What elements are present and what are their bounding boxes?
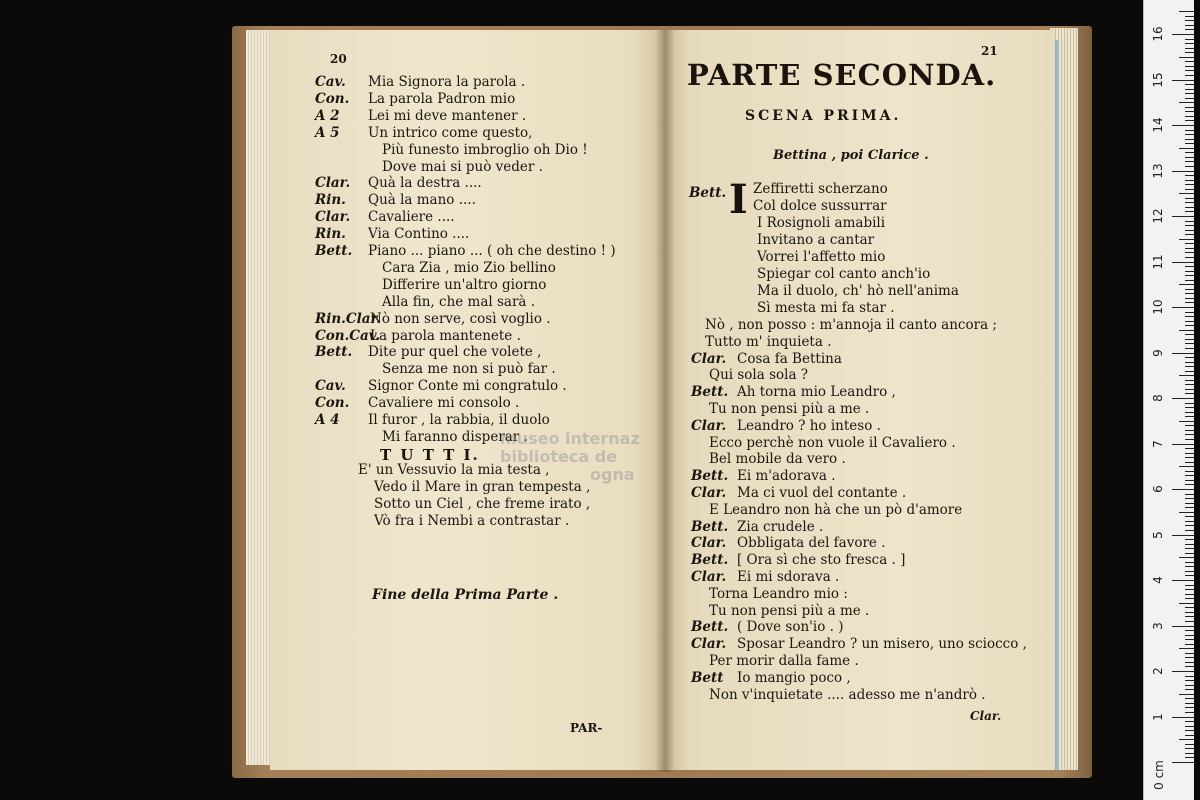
- ruler-label: 12: [1151, 208, 1165, 224]
- ruler-tick: [1185, 143, 1194, 144]
- verse-line: Quà la destra ....: [368, 175, 482, 191]
- ruler-tick: [1179, 57, 1194, 58]
- ruler-tick: [1185, 221, 1194, 222]
- speaker-label: Bett.: [691, 519, 729, 535]
- ruler-tick: [1185, 484, 1194, 485]
- ruler-tick: [1172, 717, 1194, 718]
- verse-line: Quà la mano ....: [368, 192, 476, 208]
- ruler-tick: [1185, 434, 1194, 435]
- ruler-tick: [1185, 334, 1194, 335]
- ruler-tick: [1185, 448, 1194, 449]
- ruler-tick: [1185, 475, 1194, 476]
- ruler-tick: [1185, 457, 1194, 458]
- ruler-tick: [1185, 676, 1194, 677]
- verse-line: Nò , non posso : m'annoja il canto ancora ;: [705, 317, 997, 333]
- ruler-tick: [1185, 48, 1194, 49]
- ruler-label: 10: [1151, 299, 1165, 315]
- ruler-tick: [1179, 11, 1194, 12]
- verse-line: Senza me non si può far .: [382, 361, 556, 377]
- verse-line: Sposar Leandro ? un misero, uno sciocco ,: [737, 636, 1027, 652]
- ruler-tick: [1185, 98, 1194, 99]
- verse-line: Vò fra i Nembi a contrastar .: [374, 513, 570, 529]
- speaker-label: Clar.: [315, 175, 351, 191]
- ruler-tick: [1185, 157, 1194, 158]
- ruler-label: 1: [1151, 712, 1165, 721]
- ruler-tick: [1172, 671, 1194, 672]
- ruler-tick: [1185, 230, 1194, 231]
- verse-line: Io mangio poco ,: [737, 670, 851, 686]
- ruler-tick: [1185, 111, 1194, 112]
- left-catchword: PAR-: [570, 721, 603, 735]
- verse-line: Ma il duolo, ch' hò nell'anima: [757, 283, 959, 299]
- ruler-tick: [1179, 421, 1194, 422]
- speaker-label: A 4: [315, 412, 340, 428]
- ruler-tick: [1185, 289, 1194, 290]
- watermark-line: ogna: [590, 465, 635, 484]
- verse-line: Zia crudele .: [737, 519, 824, 535]
- ruler-label: 11: [1151, 253, 1165, 270]
- left-page: [270, 30, 665, 770]
- ruler-tick: [1172, 125, 1194, 126]
- ruler-tick: [1185, 134, 1194, 135]
- ruler-tick: [1185, 275, 1194, 276]
- ruler-tick: [1185, 29, 1194, 30]
- speaker-label: Bett.: [691, 552, 729, 568]
- ruler-tick: [1185, 712, 1194, 713]
- verse-line: Per morir dalla fame .: [709, 653, 859, 669]
- ending-line: Fine della Prima Parte .: [372, 587, 559, 603]
- ruler-tick: [1179, 148, 1194, 149]
- speaker-label: Bett.: [315, 243, 353, 259]
- ruler-tick: [1185, 639, 1194, 640]
- verse-line: Ei m'adorava .: [737, 468, 836, 484]
- ruler-label: 0 cm: [1152, 760, 1166, 790]
- speaker-label: Con.: [315, 395, 350, 411]
- ruler-tick: [1185, 180, 1194, 181]
- ruler-tick: [1185, 735, 1194, 736]
- ruler-tick: [1179, 330, 1194, 331]
- ruler-tick: [1185, 707, 1194, 708]
- ruler-tick: [1185, 325, 1194, 326]
- verse-line: Mia Signora la parola .: [368, 74, 526, 90]
- ruler-tick: [1179, 239, 1194, 240]
- ruler-tick: [1185, 403, 1194, 404]
- verse-line: Cara Zia , mio Zio bellino: [382, 260, 556, 276]
- verse-line: Mi faranno disperar .: [382, 429, 528, 445]
- verse-line: Via Contino ....: [368, 226, 470, 242]
- speaker-label: Rin.Clar.: [315, 311, 382, 327]
- speaker-label: A 2: [315, 108, 340, 124]
- speaker-label: Bett: [691, 670, 724, 686]
- speaker-label: Bett.: [315, 344, 353, 360]
- drop-cap: I: [729, 176, 748, 223]
- ruler-tick: [1185, 139, 1194, 140]
- speaker-label: Con.: [315, 91, 350, 107]
- ruler-tick: [1185, 598, 1194, 599]
- verse-line: Torna Leandro mio :: [709, 586, 848, 602]
- ruler-tick: [1185, 343, 1194, 344]
- ruler-tick: [1185, 689, 1194, 690]
- ruler-tick: [1185, 189, 1194, 190]
- verse-line: Un intrico come questo,: [368, 125, 533, 141]
- ruler-tick: [1185, 302, 1194, 303]
- ruler-tick: [1185, 685, 1194, 686]
- scene-characters: Bettina , poi Clarice .: [773, 148, 929, 163]
- ruler-tick: [1185, 211, 1194, 212]
- ruler-tick: [1185, 389, 1194, 390]
- ruler-tick: [1185, 84, 1194, 85]
- ruler-tick: [1185, 25, 1194, 26]
- ruler-tick: [1185, 721, 1194, 722]
- ruler-tick: [1179, 193, 1194, 194]
- verse-line: Ma ci vuol del contante .: [737, 485, 907, 501]
- ruler-tick: [1172, 444, 1194, 445]
- ruler-tick: [1185, 198, 1194, 199]
- ruler-tick: [1185, 430, 1194, 431]
- verse-line: E' un Vessuvio la mia testa ,: [358, 462, 550, 478]
- ruler-tick: [1185, 498, 1194, 499]
- ruler-label: 2: [1151, 667, 1165, 675]
- ruler-tick: [1179, 739, 1194, 740]
- ruler-tick: [1179, 648, 1194, 649]
- verse-line: Dite pur quel che volete ,: [368, 344, 542, 360]
- ruler-tick: [1185, 530, 1194, 531]
- verse-line: Ei mi sdorava .: [737, 569, 840, 585]
- ruler-tick: [1185, 257, 1194, 258]
- speaker-label: Cav.: [315, 378, 346, 394]
- ruler-tick: [1185, 152, 1194, 153]
- ruler-label: 9: [1151, 348, 1165, 357]
- ruler-tick: [1185, 630, 1194, 631]
- speaker-label: Clar.: [691, 485, 727, 501]
- verse-line: [ Ora sì che sto fresca . ]: [737, 552, 906, 568]
- ruler-tick: [1185, 607, 1194, 608]
- ruler-tick: [1185, 252, 1194, 253]
- ruler-tick: [1185, 453, 1194, 454]
- part-title: PARTE SECONDA.: [687, 58, 997, 92]
- verse-line: Sì mesta mi fa star .: [757, 300, 895, 316]
- ruler-tick: [1185, 480, 1194, 481]
- ruler-tick: [1185, 462, 1194, 463]
- verse-line: Leandro ? ho inteso .: [737, 418, 881, 434]
- verse-line: Signor Conte mi congratulo .: [368, 378, 567, 394]
- ruler-tick: [1185, 525, 1194, 526]
- ruler-tick: [1185, 52, 1194, 53]
- verse-line: Tu non pensi più a me .: [709, 401, 870, 417]
- ruler-tick: [1185, 39, 1194, 40]
- speaker-label: Clar.: [691, 636, 727, 652]
- watermark-line: museo internaz: [500, 430, 640, 448]
- book-gutter: [655, 30, 675, 772]
- ruler-tick: [1185, 657, 1194, 658]
- ruler-tick: [1185, 503, 1194, 504]
- verse-line: ( Dove son'io . ): [737, 619, 844, 635]
- speaker-label: Con.Cav.: [315, 328, 380, 344]
- ruler-tick: [1185, 175, 1194, 176]
- ruler-tick: [1185, 357, 1194, 358]
- ruler-tick: [1185, 130, 1194, 131]
- ruler-tick: [1172, 34, 1194, 35]
- ruler-tick: [1185, 266, 1194, 267]
- ruler-tick: [1185, 544, 1194, 545]
- ruler-tick: [1172, 762, 1194, 763]
- ruler-tick: [1185, 202, 1194, 203]
- ruler-tick: [1185, 566, 1194, 567]
- verse-line: Differire un'altro giorno: [382, 277, 547, 293]
- verse-line: Tutto m' inquieta .: [705, 334, 832, 350]
- dropcap-speaker: Bett.: [689, 185, 727, 201]
- ruler-tick: [1185, 66, 1194, 67]
- ruler-tick: [1185, 703, 1194, 704]
- verse-line: Ah torna mio Leandro ,: [737, 384, 896, 400]
- ruler-tick: [1172, 626, 1194, 627]
- ruler-tick: [1185, 248, 1194, 249]
- ruler-tick: [1185, 89, 1194, 90]
- ruler-tick: [1179, 512, 1194, 513]
- ruler-tick: [1185, 61, 1194, 62]
- verse-line: Vedo il Mare in gran tempesta ,: [374, 479, 591, 495]
- verse-line: Cosa fa Bettina: [737, 351, 842, 367]
- ruler-tick: [1179, 375, 1194, 376]
- ruler-tick: [1185, 539, 1194, 540]
- ruler-tick: [1185, 166, 1194, 167]
- ruler-tick: [1185, 366, 1194, 367]
- ruler-label: 8: [1151, 394, 1165, 402]
- verse-line: Dove mai si può veder .: [382, 159, 543, 175]
- verse-line: Invitano a cantar: [757, 232, 875, 248]
- ruler-tick: [1185, 293, 1194, 294]
- verse-line: La parola mantenete .: [370, 328, 521, 344]
- ruler-tick: [1185, 612, 1194, 613]
- library-watermark: [500, 430, 660, 530]
- ruler-tick: [1185, 371, 1194, 372]
- verse-line: Non v'inquietate .... adesso me n'andrò .: [709, 687, 986, 703]
- verse-line: Zeffiretti scherzano: [753, 181, 888, 197]
- ruler-tick: [1185, 753, 1194, 754]
- ruler-tick: [1185, 316, 1194, 317]
- ruler-tick: [1185, 225, 1194, 226]
- measurement-ruler: [1143, 0, 1194, 800]
- ruler-label: 3: [1151, 621, 1165, 630]
- verse-line: Tu non pensi più a me .: [709, 603, 870, 619]
- verse-line: Più funesto imbroglio oh Dio !: [382, 142, 588, 158]
- right-page-number: 21: [981, 44, 998, 58]
- verse-line: Obbligata del favore .: [737, 535, 886, 551]
- ruler-tick: [1185, 680, 1194, 681]
- ruler-tick: [1185, 744, 1194, 745]
- verse-line: Cavaliere mi consolo .: [368, 395, 520, 411]
- verse-line: Piano ... piano ... ( oh che destino ! ): [368, 243, 616, 259]
- ruler-tick: [1185, 161, 1194, 162]
- right-catchword: Clar.: [970, 709, 1002, 723]
- speaker-label: Clar.: [691, 418, 727, 434]
- speaker-label: Clar.: [691, 351, 727, 367]
- verse-line: Sotto un Ciel , che freme irato ,: [374, 496, 591, 512]
- ruler-tick: [1185, 362, 1194, 363]
- ruler-tick: [1185, 439, 1194, 440]
- ruler-tick: [1185, 16, 1194, 17]
- ruler-tick: [1185, 271, 1194, 272]
- ruler-tick: [1185, 120, 1194, 121]
- ruler-tick: [1185, 666, 1194, 667]
- ruler-label: 7: [1151, 439, 1165, 448]
- ruler-tick: [1185, 20, 1194, 21]
- ruler-label: 16: [1151, 26, 1165, 42]
- ruler-tick: [1179, 102, 1194, 103]
- ruler-tick: [1185, 393, 1194, 394]
- ruler-tick: [1185, 585, 1194, 586]
- speaker-label: Clar.: [691, 569, 727, 585]
- speaker-label: Rin.: [315, 192, 346, 208]
- verse-line: Spiegar col canto anch'io: [757, 266, 931, 282]
- ruler-tick: [1185, 653, 1194, 654]
- speaker-label: Cav.: [315, 74, 346, 90]
- ruler-tick: [1172, 216, 1194, 217]
- ruler-tick: [1185, 562, 1194, 563]
- ruler-tick: [1185, 571, 1194, 572]
- ruler-tick: [1185, 93, 1194, 94]
- ruler-tick: [1172, 262, 1194, 263]
- ruler-tick: [1179, 284, 1194, 285]
- ruler-tick: [1185, 507, 1194, 508]
- ruler-tick: [1172, 398, 1194, 399]
- left-page-number: 20: [330, 52, 347, 66]
- speaker-label: A 5: [315, 125, 340, 141]
- verse-line: Vorrei l'affetto mio: [757, 249, 886, 265]
- ruler-tick: [1185, 575, 1194, 576]
- ruler-tick: [1185, 553, 1194, 554]
- ruler-tick: [1185, 730, 1194, 731]
- ruler-tick: [1185, 594, 1194, 595]
- ruler-tick: [1185, 107, 1194, 108]
- ruler-tick: [1185, 471, 1194, 472]
- ruler-tick: [1185, 412, 1194, 413]
- ruler-tick: [1172, 353, 1194, 354]
- ruler-tick: [1185, 234, 1194, 235]
- ruler-tick: [1185, 589, 1194, 590]
- ruler-tick: [1185, 748, 1194, 749]
- tutti-heading: T U T T I.: [380, 446, 480, 464]
- ruler-tick: [1172, 580, 1194, 581]
- ruler-tick: [1185, 280, 1194, 281]
- ruler-tick: [1185, 635, 1194, 636]
- ruler-tick: [1185, 548, 1194, 549]
- ruler-tick: [1185, 521, 1194, 522]
- ruler-label: 14: [1151, 117, 1165, 133]
- speaker-label: Clar.: [315, 209, 351, 225]
- ruler-tick: [1185, 380, 1194, 381]
- ruler-tick: [1172, 535, 1194, 536]
- ruler-tick: [1185, 621, 1194, 622]
- right-page: [665, 30, 1055, 770]
- ruler-tick: [1172, 80, 1194, 81]
- verse-line: Cavaliere ....: [368, 209, 455, 225]
- ruler-tick: [1185, 662, 1194, 663]
- ruler-tick: [1179, 557, 1194, 558]
- ruler-tick: [1185, 348, 1194, 349]
- ruler-tick: [1185, 494, 1194, 495]
- ruler-tick: [1185, 70, 1194, 71]
- verse-line: E Leandro non hà che un pò d'amore: [709, 502, 963, 518]
- ruler-tick: [1179, 603, 1194, 604]
- speaker-label: Clar.: [691, 535, 727, 551]
- speaker-label: Bett.: [691, 619, 729, 635]
- verse-line: Nò non serve, così voglio .: [370, 311, 551, 327]
- ruler-tick: [1185, 184, 1194, 185]
- ruler-tick: [1185, 425, 1194, 426]
- ruler-tick: [1185, 207, 1194, 208]
- speaker-label: Bett.: [691, 468, 729, 484]
- ruler-tick: [1185, 644, 1194, 645]
- speaker-label: Bett.: [691, 384, 729, 400]
- ruler-tick: [1179, 466, 1194, 467]
- ruler-tick: [1172, 489, 1194, 490]
- ruler-label: 4: [1151, 576, 1165, 584]
- verse-line: Col dolce sussurrar: [753, 198, 887, 214]
- ruler-tick: [1185, 757, 1194, 758]
- ruler-tick: [1185, 384, 1194, 385]
- ruler-tick: [1185, 616, 1194, 617]
- verse-line: Lei mi deve mantener .: [368, 108, 527, 124]
- ruler-label: 5: [1151, 530, 1165, 539]
- watermark-line: biblioteca de: [500, 447, 618, 466]
- ruler-tick: [1185, 416, 1194, 417]
- ruler-tick: [1172, 307, 1194, 308]
- ruler-tick: [1185, 243, 1194, 244]
- ruler-tick: [1185, 75, 1194, 76]
- ruler-tick: [1185, 116, 1194, 117]
- verse-line: Alla fin, che mal sarà .: [382, 294, 536, 310]
- verse-line: Il furor , la rabbia, il duolo: [368, 412, 550, 428]
- ruler-tick: [1185, 726, 1194, 727]
- ruler-tick: [1185, 339, 1194, 340]
- ruler-tick: [1185, 321, 1194, 322]
- ruler-tick: [1185, 407, 1194, 408]
- verse-line: Qui sola sola ?: [709, 367, 809, 383]
- ruler-tick: [1179, 694, 1194, 695]
- ruler-tick: [1185, 698, 1194, 699]
- ruler-tick: [1185, 516, 1194, 517]
- ruler-label: 13: [1151, 162, 1165, 179]
- verse-line: La parola Padron mio: [368, 91, 516, 107]
- ruler-tick: [1172, 171, 1194, 172]
- ruler-label: 15: [1151, 71, 1165, 88]
- ruler-tick: [1185, 312, 1194, 313]
- verse-line: I Rosignoli amabili: [757, 215, 886, 231]
- ruler-tick: [1185, 43, 1194, 44]
- verse-line: Ecco perchè non vuole il Cavaliero .: [709, 435, 956, 451]
- ruler-label: 6: [1151, 485, 1165, 493]
- scene-heading: SCENA PRIMA.: [745, 108, 902, 124]
- speaker-label: Rin.: [315, 226, 346, 242]
- verse-line: Bel mobile da vero .: [709, 451, 846, 467]
- ruler-tick: [1185, 298, 1194, 299]
